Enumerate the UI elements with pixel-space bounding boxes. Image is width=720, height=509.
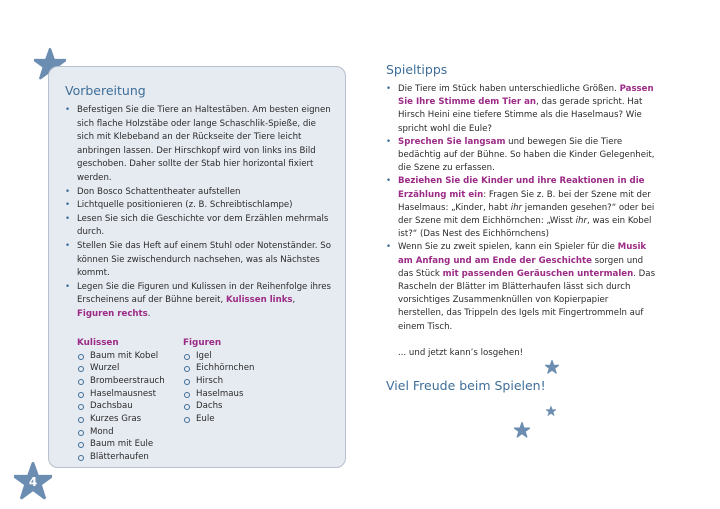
preparation-box — [48, 66, 346, 468]
list-item: • Sprechen Sie langsam und bewegen Sie die Tiere bedächtig auf der Bühne. So haben die Kinder Gelegenheit, die Szene zu erfassen. — [386, 136, 656, 176]
list-item: Dachs — [183, 400, 303, 413]
list-item: • Lesen Sie sich die Geschichte vor dem Erzählen mehrmals durch. — [65, 213, 331, 240]
figuren-heading: Figuren — [183, 337, 222, 348]
list-item: Baum mit Eule — [77, 438, 183, 451]
figuren-column — [183, 338, 303, 464]
preparation-list — [65, 104, 331, 322]
highlight-text: Sprechen Sie langsam — [398, 136, 506, 147]
list-item: • Don Bosco Schattentheater aufstellen — [65, 186, 331, 200]
highlight-text: Musik am Anfang und am Ende der Geschichte — [398, 242, 647, 266]
highlight-text: Beziehen Sie die Kinder und ihre Reaktionen in die Erzählung mit ein — [398, 176, 645, 200]
outro-text: ... und jetzt kann’s losgehen! — [398, 347, 524, 358]
star-icon — [514, 422, 530, 438]
list-item: • Wenn Sie zu zweit spielen, kann ein Spieler für die Musik am Anfang und am Ende der Geschichte sorgen und das Stück mit passenden Geräuschen untermalen. Das Rascheln der Blätter im Blätterhaufen lässt sich durch vorsichtiges Zusammenknüllen von Kopierpapier herstellen, das Trippeln des Igels mit Fingertrommeln auf einem Tisch. — [386, 241, 656, 333]
preparation-heading: Vorbereitung — [65, 83, 146, 98]
list-item: Wurzel — [77, 362, 183, 375]
star-icon — [546, 406, 556, 416]
list-item: • Stellen Sie das Heft auf einem Stuhl oder Notenständer. So können Sie zwischendurch nachsehen, was als Nächstes kommt. — [65, 240, 331, 281]
tips-list — [386, 83, 656, 334]
props-columns — [65, 338, 331, 464]
highlight-text: Passen Sie Ihre Stimme dem Tier an — [398, 84, 654, 108]
page-number: 4 — [28, 475, 38, 489]
list-item: • Beziehen Sie die Kinder und ihre Reaktionen in die Erzählung mit ein: Fragen Sie z. B. bei der Szene mit der Haselmaus: „Kinder, habt ihr jemanden gesehen?“ oder bei der Szene mit dem Eichhörnchen: „Wisst ihr, was ein Kobel ist?“ (Das Nest des Eichhörnchens) — [386, 175, 656, 241]
list-item: Blätterhaufen — [77, 451, 183, 464]
kulissen-column — [77, 338, 183, 464]
list-item: Haselmausnest — [77, 388, 183, 401]
highlight-figuren-rechts: Figuren rechts — [77, 308, 148, 319]
tips-section — [386, 62, 656, 393]
figuren-list — [183, 350, 303, 426]
list-item: Igel — [183, 350, 303, 363]
list-item: Haselmaus — [183, 388, 303, 401]
closing-heading: Viel Freude beim Spielen! — [386, 377, 546, 393]
list-item: • Lichtquelle positionieren (z. B. Schreibtischlampe) — [65, 199, 331, 213]
tips-heading: Spieltipps — [386, 62, 448, 77]
list-item: Eule — [183, 413, 303, 426]
highlight-text: mit passenden Geräuschen untermalen — [442, 268, 634, 279]
list-item: Eichhörnchen — [183, 362, 303, 375]
highlight-kulissen-links: Kulissen links — [226, 295, 293, 306]
list-item: Baum mit Kobel — [77, 350, 183, 363]
list-item: Mond — [77, 426, 183, 439]
list-item: Kurzes Gras — [77, 413, 183, 426]
list-item: • Befestigen Sie die Tiere an Haltestäben. Am besten eignen sich flache Holzstäbe oder lange Schaschlik-Spieße, die sich mit Klebeband an der Rückseite der Tiere leicht anbringen lassen. Der Hirschkopf wird von links ins Bild geschoben. Daher sollte der Stab hier horizontal fixiert werden. — [65, 104, 331, 186]
list-item: • Die Tiere im Stück haben unterschiedliche Größen. Passen Sie Ihre Stimme dem Tier an, das gerade spricht. Hat Hirsch Heini eine tiefere Stimme als die Haselmaus? Wie spricht wohl die Eule? — [386, 83, 656, 136]
list-item: • Legen Sie die Figuren und Kulissen in der Reihenfolge ihres Erscheinens auf der Bühne bereit, Kulissen links, Figuren rechts. — [65, 281, 331, 322]
list-item: Hirsch — [183, 375, 303, 388]
list-item: Brombeerstrauch — [77, 375, 183, 388]
kulissen-heading: Kulissen — [77, 337, 119, 348]
list-item: Dachsbau — [77, 400, 183, 413]
kulissen-list — [77, 350, 183, 464]
